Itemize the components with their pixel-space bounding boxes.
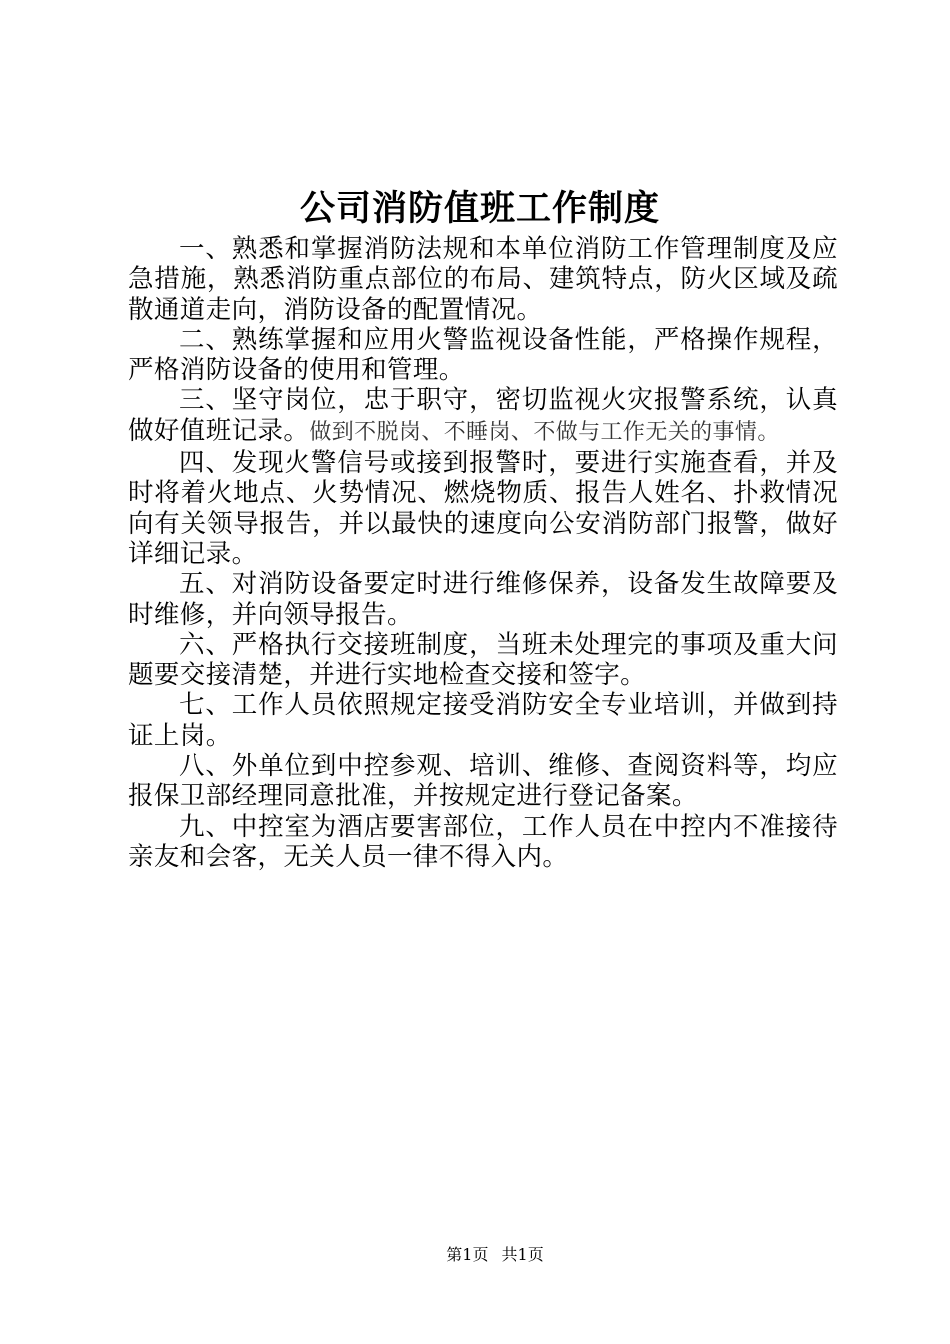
page-total: 共1页	[501, 1245, 544, 1264]
document-body	[128, 234, 838, 872]
page-footer	[0, 1244, 950, 1266]
document-title: 公司消防值班工作制度	[299, 189, 660, 229]
paragraph-5: 五、对消防设备要定时进行维修保养，设备发生故障要及时维修，并向领导报告。	[128, 569, 838, 630]
paragraph-9: 九、中控室为酒店要害部位，工作人员在中控内不准接待亲友和会客，无关人员一律不得入内。	[128, 811, 838, 872]
paragraph-6: 六、严格执行交接班制度，当班未处理完的事项及重大问题要交接清楚，并进行实地检查交接和签字。	[128, 629, 838, 691]
paragraph-2: 二、熟练掌握和应用火警监视设备性能，严格操作规程，严格消防设备的使用和管理。	[128, 324, 838, 386]
paragraph-4: 四、发现火警信号或接到报警时，要进行实施查看，并及时将着火地点、火势情况、燃烧物质、报告人姓名、扑救情况向有关领导报告，并以最快的速度向公安消防部门报警，做好详细记录。	[128, 448, 838, 569]
paragraph-3	[128, 385, 838, 448]
paragraph-3-main: 三、坚守岗位，忠于职守，密切监视火灾报警系统，认真做好值班记录。	[128, 385, 838, 446]
paragraph-8: 八、外单位到中控参观、培训、维修、查阅资料等，均应报保卫部经理同意批准，并按规定进行登记备案。	[128, 751, 838, 812]
page-number: 第1页	[446, 1245, 489, 1264]
paragraph-3-note: 做到不脱岗、不睡岗、不做与工作无关的事情。	[309, 419, 780, 445]
paragraph-1: 一、熟悉和掌握消防法规和本单位消防工作管理制度及应急措施，熟悉消防重点部位的布局、建筑特点，防火区域及疏散通道走向，消防设备的配置情况。	[128, 234, 838, 325]
paragraph-7: 七、工作人员依照规定接受消防安全专业培训，并做到持证上岗。	[128, 690, 838, 751]
